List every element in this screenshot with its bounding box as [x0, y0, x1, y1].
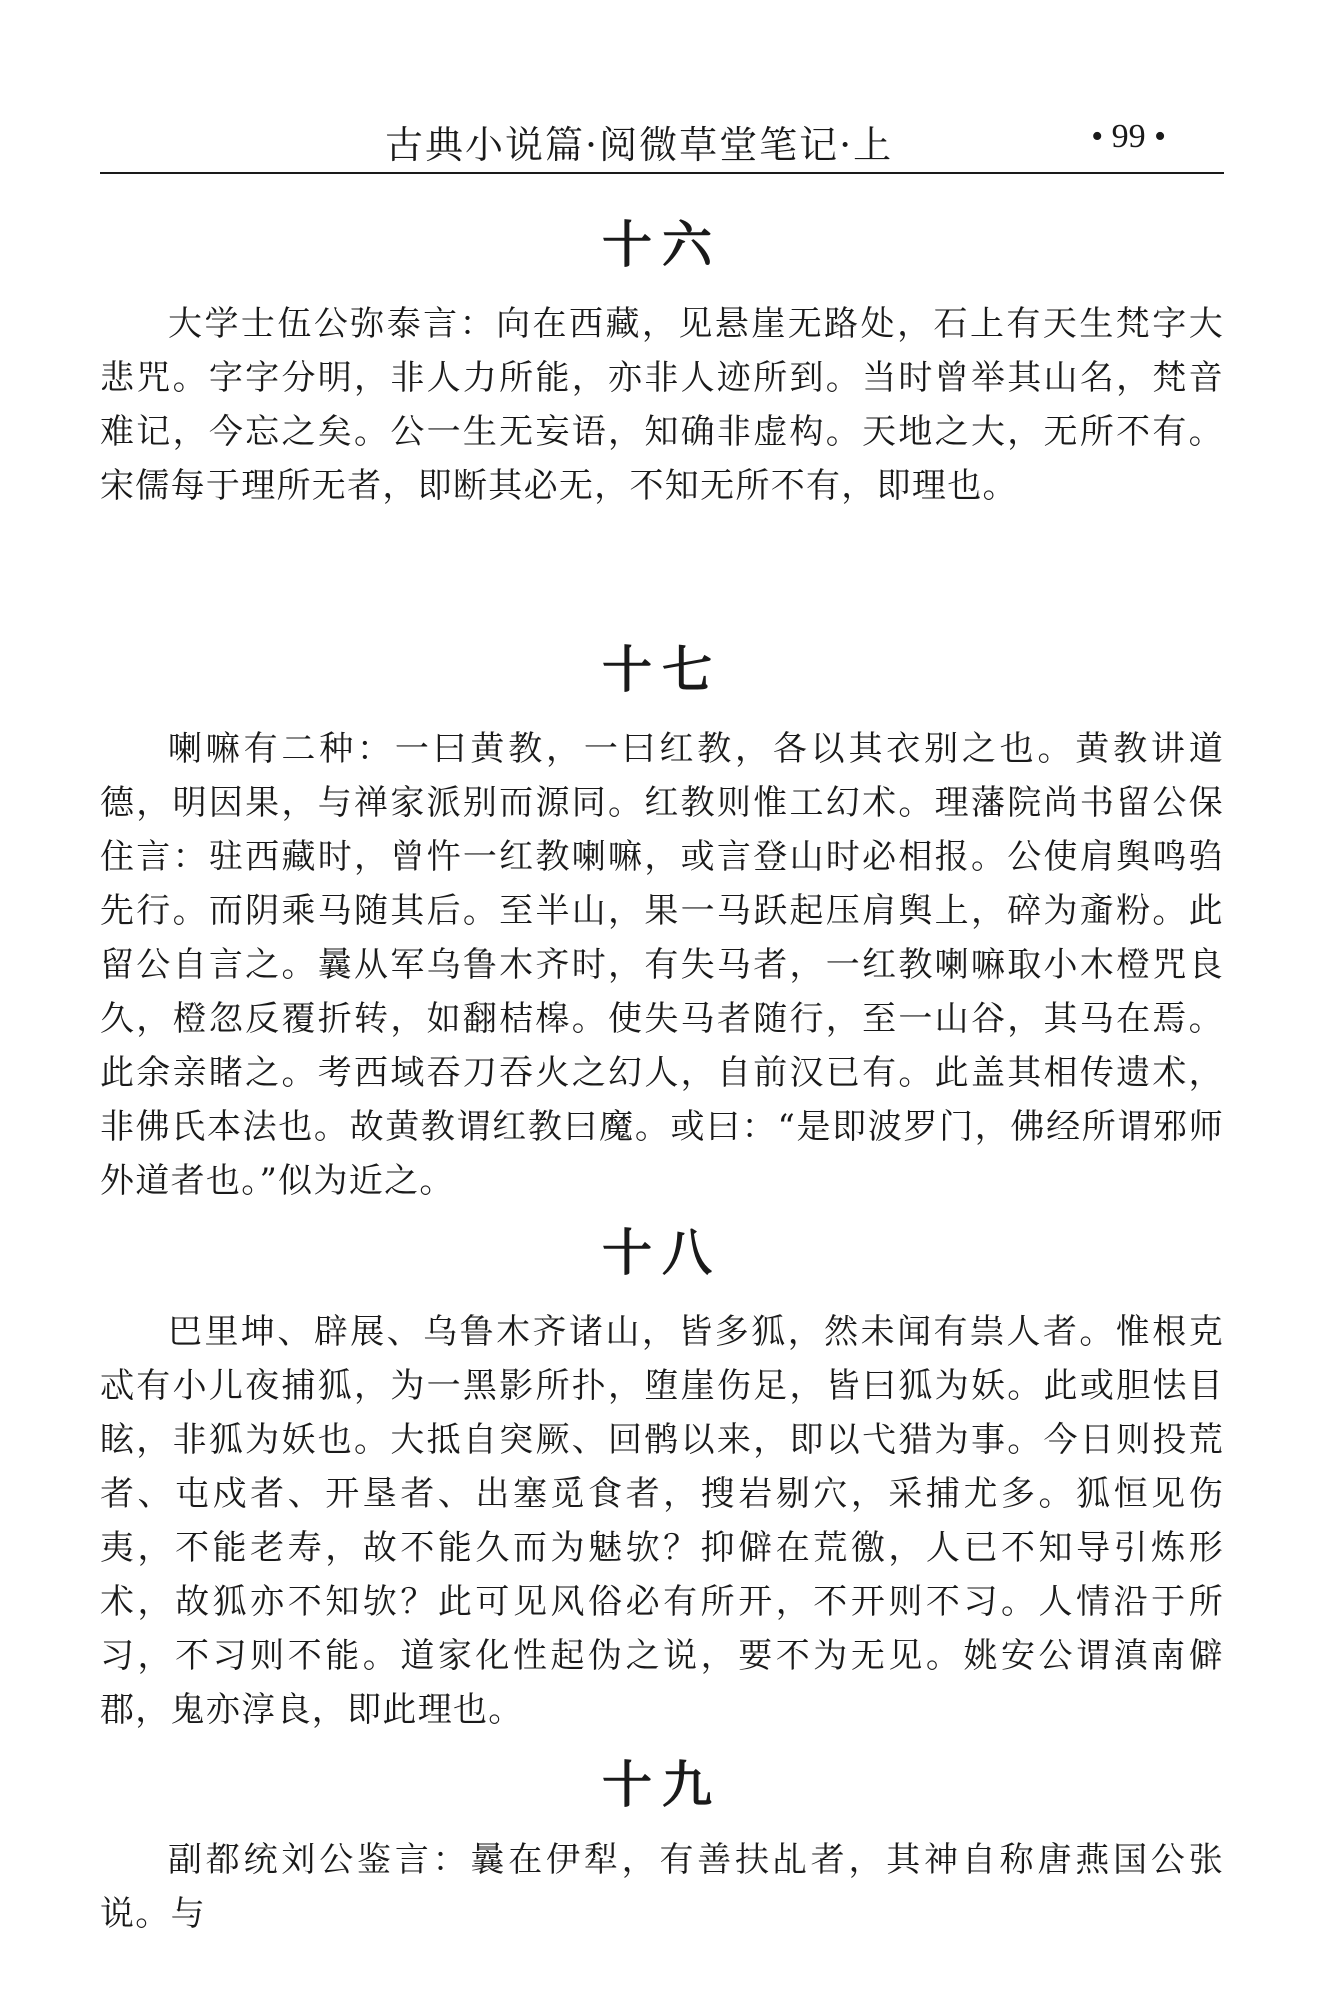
section-paragraph-16: 大学士伍公弥泰言：向在西藏，见悬崖无路处，石上有天生梵字大悲咒。字字分明，非人力所能，亦非人迹所到。当时曾举其山名，梵音难记，今忘之矣。公一生无妄语，知确非虚构。天地之大，无所不有。宋儒每于理所无者，即断其必无，不知无所不有，即理也。	[100, 304, 1224, 506]
section-title-16: 十六	[602, 215, 722, 274]
running-header	[100, 108, 1224, 174]
page-number: • 99 •	[1091, 118, 1166, 155]
section-paragraph-19: 副都统刘公鉴言：曩在伊犁，有善扶乩者，其神自称唐燕国公张说。与	[100, 1840, 1224, 1934]
section-title-17: 十七	[602, 640, 722, 699]
section-title-19: 十九	[602, 1755, 722, 1814]
running-header-title: 古典小说篇·阅微草堂笔记·上	[385, 123, 894, 167]
section-title-18: 十八	[602, 1223, 722, 1282]
section-paragraph-17: 喇嘛有二种：一曰黄教，一曰红教，各以其衣别之也。黄教讲道德，明因果，与禅家派别而源同。红教则惟工幻术。理藩院尚书留公保住言：驻西藏时，曾忤一红教喇嘛，或言登山时必相报。公使肩舆鸣驺先行。而阴乘马随其后。至半山，果一马跃起压肩舆上，碎为齑粉。此留公自言之。曩从军乌鲁木齐时，有失马者，一红教喇嘛取小木橙咒良久，橙忽反覆折转，如翻桔槔。使失马者随行，至一山谷，其马在焉。此余亲睹之。考西域吞刀吞火之幻人，自前汉已有。此盖其相传遗术，非佛氏本法也。故黄教谓红教曰魔。或曰：“是即波罗门，佛经所谓邪师外道者也。”似为近之。	[100, 729, 1224, 1201]
section-paragraph-18: 巴里坤、辟展、乌鲁木齐诸山，皆多狐，然未闻有祟人者。惟根克忒有小儿夜捕狐，为一黑影所扑，堕崖伤足，皆曰狐为妖。此或胆怯目眩，非狐为妖也。大抵自突厥、回鹘以来，即以弋猎为事。今日则投荒者、屯戍者、开垦者、出塞觅食者，搜岩剔穴，采捕尤多。狐恒见伤夷，不能老寿，故不能久而为魅欤？抑僻在荒徼，人已不知导引炼形术，故狐亦不知欤？此可见风俗必有所开，不开则不习。人情沿于所习，不习则不能。道家化性起伪之说，要不为无见。姚安公谓滇南僻郡，鬼亦淳良，即此理也。	[100, 1312, 1224, 1730]
